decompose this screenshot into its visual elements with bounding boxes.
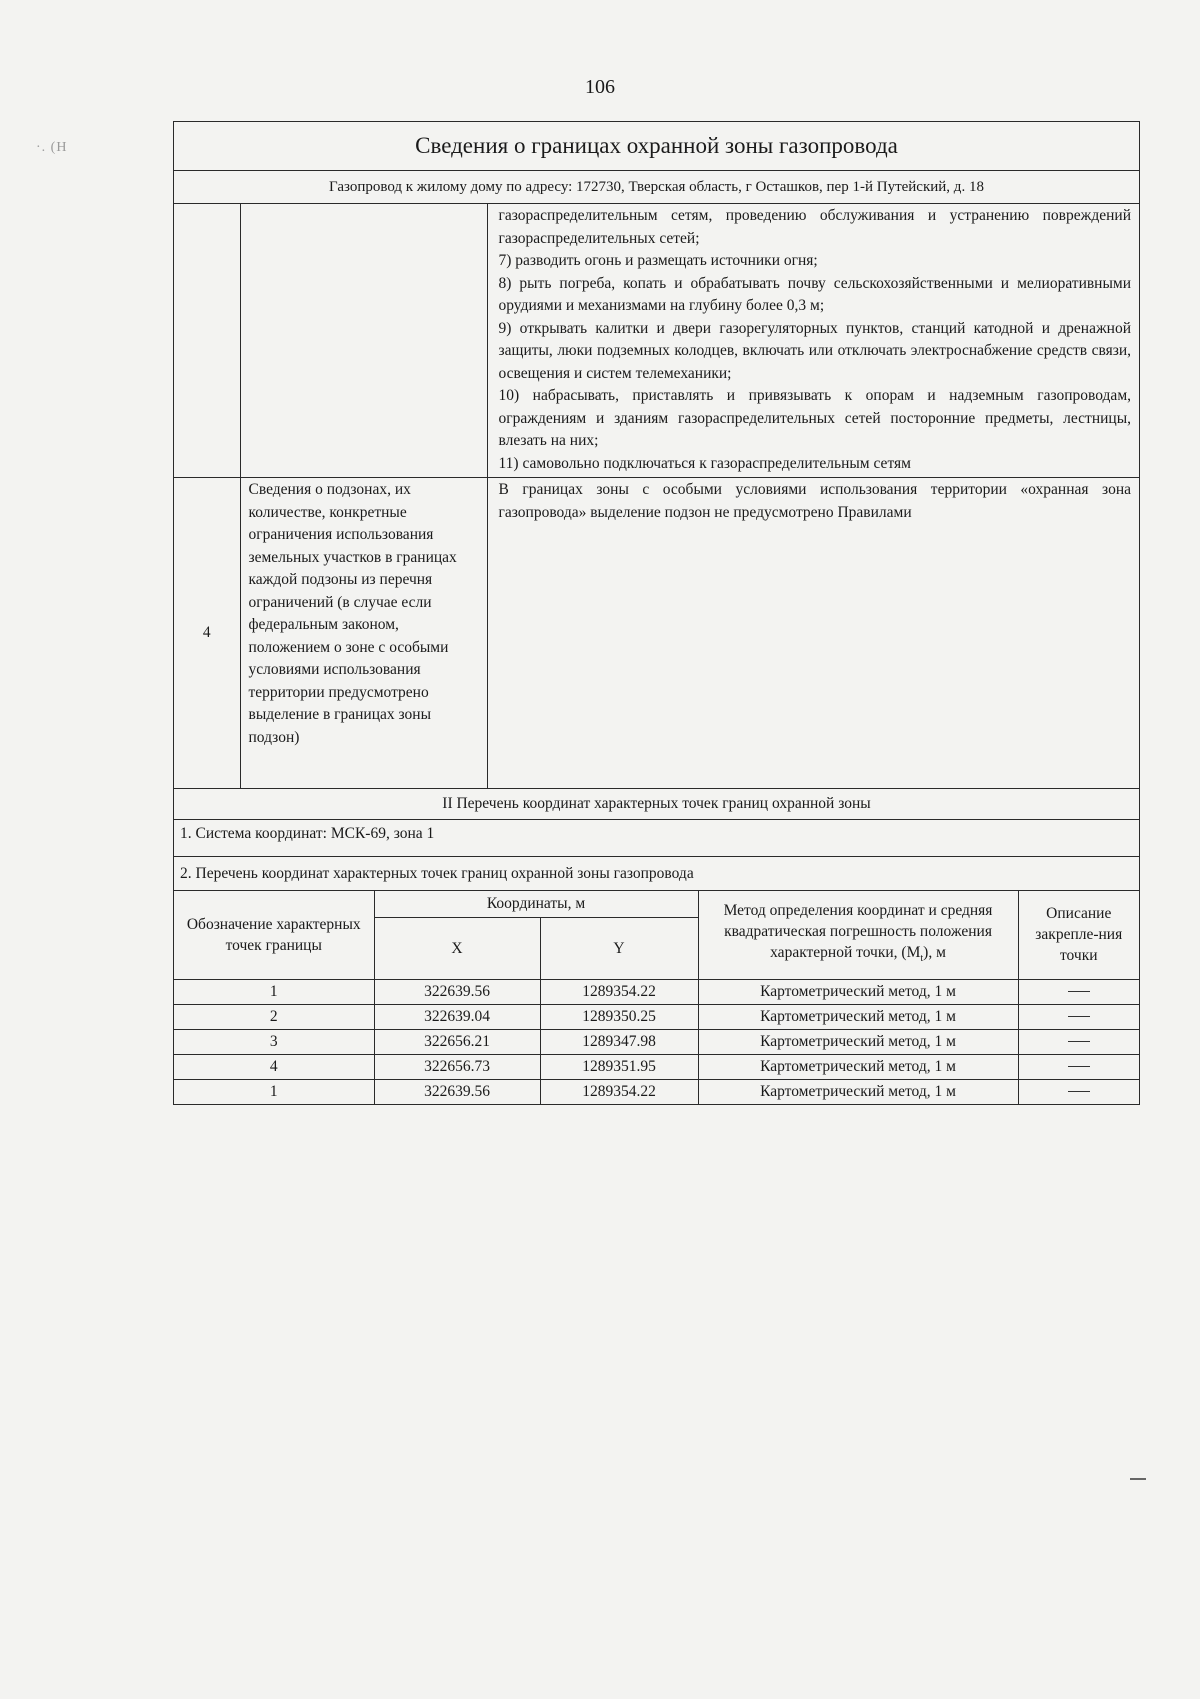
method-header-end: ), м	[923, 943, 946, 961]
page-number: 106	[585, 76, 615, 98]
margin-stamp-mark: ·. (Н	[36, 140, 68, 155]
row-name-cell	[240, 204, 487, 478]
x-cell: 322656.21	[374, 1029, 540, 1054]
x-cell: 322639.56	[374, 979, 540, 1004]
protection-zone-document	[173, 121, 1140, 1105]
restriction-paragraph: газораспределительным сетям, проведению обслуживания и устранению повреждений газораспределительных сетей;	[498, 207, 1131, 247]
table-row	[174, 1079, 1139, 1104]
point-designation-header: Обозначение характерных точек границы	[174, 890, 374, 979]
row-name-cell: Сведения о подзонах, их количестве, конкретные ограничения использования земельных участков в границах каждой подзоны из перечня ограничений (в случае если федеральным законом, положением о зоне с особыми условиями использования территории предусмотрено выделение в границах зоны подзон)	[240, 478, 487, 788]
dash-mark	[1068, 1041, 1090, 1042]
x-cell: 322656.73	[374, 1054, 540, 1079]
restriction-paragraph: 11) самовольно подключаться к газораспределительным сетям	[498, 454, 911, 472]
table-row	[174, 1004, 1139, 1029]
description-cell	[1018, 1079, 1139, 1104]
restrictions-list-cell	[487, 204, 1139, 478]
point-cell: 3	[174, 1029, 374, 1054]
method-cell: Картометрический метод, 1 м	[698, 1079, 1018, 1104]
y-cell: 1289351.95	[540, 1054, 698, 1079]
restriction-paragraph: 8) рыть погреба, копать и обрабатывать почву сельскохозяйственными и мелиоративными орудиями и механизмами на глубину более 0,3 м;	[498, 274, 1131, 314]
table-row	[174, 1029, 1139, 1054]
restriction-paragraph: 7) разводить огонь и размещать источники огня;	[498, 252, 818, 269]
table-row-continued	[174, 204, 1139, 478]
x-header: X	[374, 917, 540, 979]
table-row-subzones	[174, 478, 1139, 788]
coordinate-system-line: 1. Система координат: МСК-69, зона 1	[180, 824, 435, 842]
coordinates-header-row	[174, 890, 1139, 917]
point-description-header: Описание закрепле-ния точки	[1018, 890, 1139, 979]
method-header-subscript: t	[920, 953, 924, 965]
method-cell: Картометрический метод, 1 м	[698, 1004, 1018, 1029]
dash-mark	[1068, 1066, 1090, 1067]
method-header	[698, 890, 1018, 979]
restriction-paragraph: 10) набрасывать, приставлять и привязывать к опорам и надземным газопроводам, ограждениям и зданиям газораспределительных сетей посторонние предметы, лестницы, влезать на них;	[498, 387, 1131, 449]
document-title: Сведения о границах охранной зоны газопровода	[174, 122, 1139, 171]
scan-speck	[1130, 1478, 1146, 1480]
zone-info-table	[174, 204, 1139, 788]
y-cell: 1289354.22	[540, 979, 698, 1004]
description-cell	[1018, 1029, 1139, 1054]
table-row	[174, 979, 1139, 1004]
point-cell: 4	[174, 1054, 374, 1079]
point-cell: 1	[174, 1079, 374, 1104]
point-cell: 2	[174, 1004, 374, 1029]
description-cell	[1018, 979, 1139, 1004]
method-cell: Картометрический метод, 1 м	[698, 1029, 1018, 1054]
restriction-paragraph: 9) открывать калитки и двери газорегуляторных пунктов, станций катодной и дренажной защиты, люки подземных колодцев, включать или отключать электроснабжение средств связи, освещения и систем телемеханики;	[498, 319, 1131, 382]
description-cell	[1018, 1004, 1139, 1029]
document-subtitle: Газопровод к жилому дому по адресу: 172730, Тверская область, г Осташков, пер 1-й Путейский, д. 18	[174, 171, 1139, 204]
x-cell: 322639.56	[374, 1079, 540, 1104]
method-header-text: Метод определения координат и средняя квадратическая погрешность положения характерной точки, (M	[723, 901, 993, 961]
dash-mark	[1068, 1091, 1090, 1092]
dash-mark	[1068, 991, 1090, 992]
y-cell: 1289347.98	[540, 1029, 698, 1054]
y-cell: 1289354.22	[540, 1079, 698, 1104]
y-header: Y	[540, 917, 698, 979]
description-cell	[1018, 1054, 1139, 1079]
method-cell: Картометрический метод, 1 м	[698, 1054, 1018, 1079]
coordinate-list-title: 2. Перечень координат характерных точек границ охранной зоны газопровода	[174, 856, 1139, 890]
section-ii-heading: II Перечень координат характерных точек границ охранной зоны	[174, 788, 1139, 820]
row-number-cell	[174, 204, 240, 478]
coordinates-table	[174, 890, 1139, 1104]
coordinates-header: Координаты, м	[374, 890, 698, 917]
table-row	[174, 1054, 1139, 1079]
y-cell: 1289350.25	[540, 1004, 698, 1029]
method-cell: Картометрический метод, 1 м	[698, 979, 1018, 1004]
subzones-text-cell: В границах зоны с особыми условиями использования территории «охранная зона газопровода» выделение подзон не предусмотрено Правилами	[487, 478, 1139, 788]
point-cell: 1	[174, 979, 374, 1004]
row-number-cell: 4	[174, 478, 240, 788]
dash-mark	[1068, 1016, 1090, 1017]
x-cell: 322639.04	[374, 1004, 540, 1029]
